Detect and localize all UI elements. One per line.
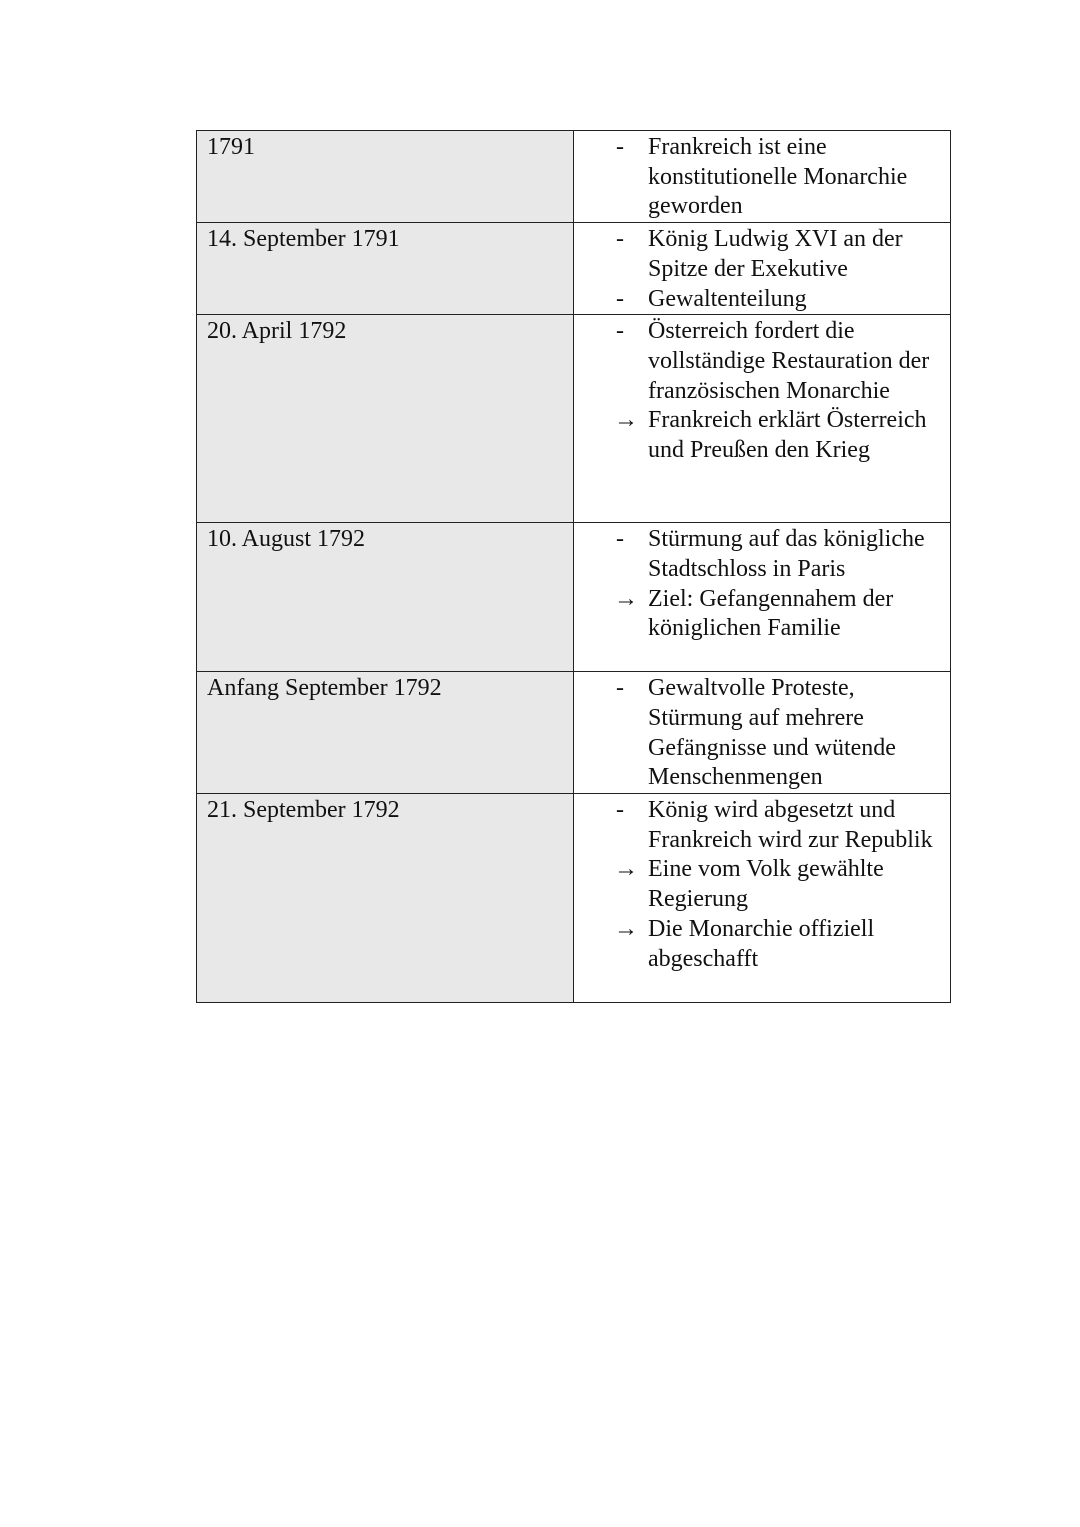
event-text: Stürmung auf das königliche Stadtschloss in Paris — [648, 526, 925, 582]
arrow-right-icon: → — [614, 585, 638, 612]
list-item — [574, 915, 950, 974]
list-item — [574, 285, 950, 315]
event-text: Die Monarchie offiziell abgeschafft — [648, 915, 875, 972]
list-item — [574, 585, 950, 644]
event-text: Eine vom Volk gewählte Regierung — [648, 856, 884, 913]
event-text: Gewaltvolle Proteste, Stürmung auf mehrere Gefängnisse und wütende Menschenmengen — [648, 675, 896, 791]
dash-marker: - — [616, 797, 624, 824]
event-text: Österreich fordert die vollständige Restauration der französischen Monarchie — [648, 318, 930, 404]
event-text: Frankreich erklärt Österreich und Preußen den Krieg — [648, 407, 927, 464]
list-item — [574, 317, 950, 406]
events-cell — [574, 223, 951, 315]
list-item — [574, 855, 950, 914]
list-item — [574, 133, 950, 222]
table-row — [197, 315, 951, 523]
arrow-right-icon: → — [614, 915, 638, 942]
dash-marker: - — [616, 226, 624, 253]
date-cell — [197, 794, 574, 1003]
arrow-right-icon: → — [614, 856, 638, 883]
table-row — [197, 223, 951, 315]
date-label: Anfang September 1792 — [207, 675, 442, 702]
dash-marker: - — [616, 526, 624, 553]
list-item — [574, 225, 950, 284]
event-list — [574, 315, 950, 466]
events-cell — [574, 523, 951, 672]
date-cell — [197, 131, 574, 223]
date-label: 10. August 1792 — [207, 526, 366, 553]
event-list — [574, 794, 950, 974]
date-cell — [197, 672, 574, 794]
table-row — [197, 523, 951, 672]
event-list — [574, 523, 950, 644]
event-text: Ziel: Gefangennahem der königlichen Familie — [648, 585, 894, 642]
events-cell — [574, 131, 951, 223]
date-cell — [197, 523, 574, 672]
dash-marker: - — [616, 134, 624, 160]
events-cell — [574, 315, 951, 523]
dash-marker: - — [616, 285, 624, 312]
date-label: 20. April 1792 — [207, 318, 347, 345]
table-row — [197, 794, 951, 1003]
date-label: 1791 — [207, 134, 255, 160]
event-list — [574, 223, 950, 314]
table-row — [197, 131, 951, 223]
event-text: König wird abgesetzt und Frankreich wird zur Republik — [648, 797, 933, 853]
events-cell — [574, 794, 951, 1003]
dash-marker: - — [616, 675, 624, 702]
list-item — [574, 406, 950, 465]
timeline-table — [196, 130, 951, 1003]
table-row — [197, 672, 951, 794]
list-item — [574, 796, 950, 855]
date-label: 21. September 1792 — [207, 797, 400, 824]
list-item — [574, 525, 950, 584]
list-item — [574, 674, 950, 793]
event-list — [574, 131, 950, 222]
event-text: König Ludwig XVI an der Spitze der Exekutive — [648, 226, 903, 282]
date-cell — [197, 223, 574, 315]
dash-marker: - — [616, 318, 624, 345]
events-cell — [574, 672, 951, 794]
date-label: 14. September 1791 — [207, 226, 400, 253]
arrow-right-icon: → — [614, 407, 638, 434]
date-cell — [197, 315, 574, 523]
event-text: Frankreich ist eine konstitutionelle Monarchie geworden — [648, 134, 908, 220]
event-list — [574, 672, 950, 793]
event-text: Gewaltenteilung — [648, 285, 807, 312]
